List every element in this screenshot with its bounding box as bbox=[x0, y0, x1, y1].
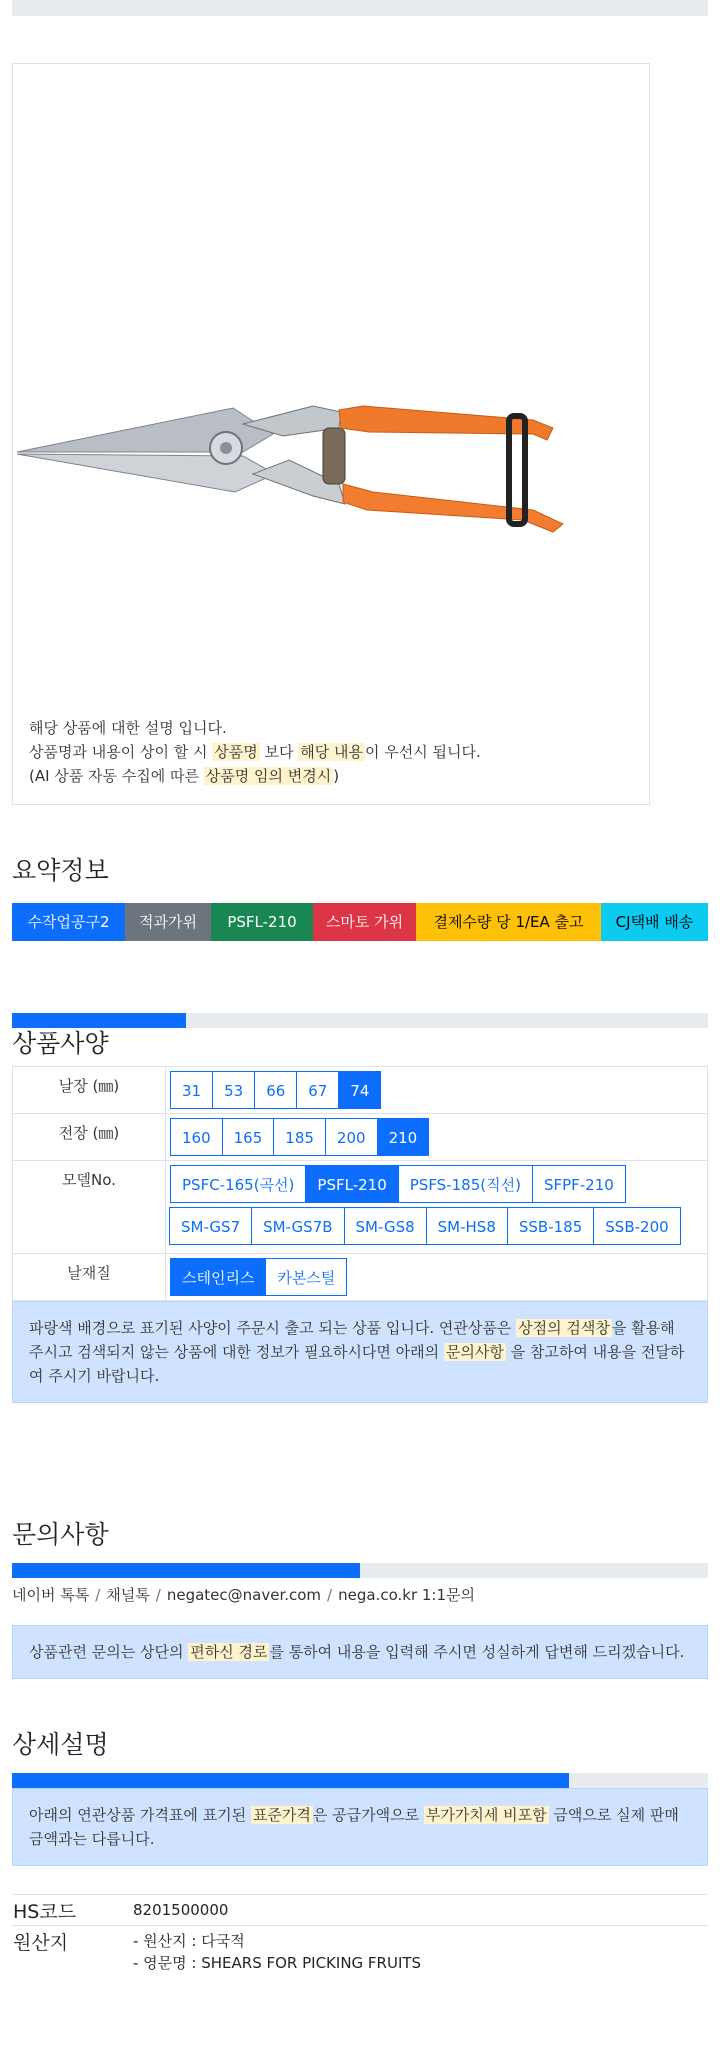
spec-title: 상품사양 bbox=[12, 1029, 109, 1058]
spec-option-button[interactable]: 53 bbox=[212, 1071, 255, 1109]
info-table bbox=[12, 1894, 708, 1975]
contact-link[interactable]: negatec@naver.com bbox=[166, 1586, 322, 1604]
detail-progress bbox=[12, 1773, 708, 1788]
spec-table bbox=[12, 1066, 708, 1301]
desc-text: 상품명과 내용이 상이 할 시 bbox=[29, 743, 213, 761]
spec-option-button[interactable]: PSFL-210 bbox=[305, 1165, 398, 1203]
progress-fill bbox=[12, 1563, 360, 1578]
spec-label: 날재질 bbox=[13, 1254, 166, 1301]
contact-list bbox=[12, 1584, 708, 1605]
spec-label: 날장 (㎜) bbox=[13, 1067, 166, 1114]
origin-label: 원산지 bbox=[12, 1926, 132, 1976]
desc-text: 보다 bbox=[259, 743, 299, 761]
spec-option-button[interactable]: PSFC-165(곡선) bbox=[170, 1165, 306, 1203]
inquiry-title: 문의사항 bbox=[12, 1520, 109, 1549]
highlight: 상품명 임의 변경시 bbox=[205, 767, 332, 785]
contact-link[interactable]: 네이버 톡톡 bbox=[12, 1586, 90, 1604]
notice-text: 금액으로 실제 판매금액과는 다릅니다. bbox=[29, 1806, 679, 1848]
desc-text: ) bbox=[333, 767, 340, 785]
spec-option-button[interactable]: 31 bbox=[170, 1071, 213, 1109]
spec-row bbox=[13, 1161, 708, 1254]
desc-line-3 bbox=[29, 764, 481, 788]
highlight: 상점의 검색창 bbox=[518, 1319, 610, 1337]
option-group bbox=[170, 1118, 703, 1156]
spec-progress bbox=[12, 1013, 708, 1028]
progress-fill bbox=[12, 1013, 186, 1028]
spec-option-button[interactable]: SSB-200 bbox=[593, 1207, 680, 1245]
spec-option-button[interactable]: 66 bbox=[254, 1071, 297, 1109]
desc-text: 이 우선시 됩니다. bbox=[364, 743, 481, 761]
spec-option-button[interactable]: SM-GS7B bbox=[251, 1207, 344, 1245]
summary-badge: 결제수량 당 1/EA 출고 bbox=[416, 903, 601, 941]
spec-row bbox=[13, 1254, 708, 1301]
notice-text: 를 통하여 내용을 입력해 주시면 성실하게 답변해 드리겠습니다. bbox=[269, 1643, 685, 1661]
origin-value bbox=[132, 1926, 708, 1976]
notice-text: 아래의 연관상품 가격표에 표기된 bbox=[29, 1806, 251, 1824]
spec-option-button[interactable]: 200 bbox=[325, 1118, 378, 1156]
option-group bbox=[170, 1165, 703, 1249]
desc-line-2 bbox=[29, 740, 481, 764]
origin-line-1: - 원산지 : 다국적 bbox=[133, 1932, 245, 1950]
spec-option-button[interactable]: 67 bbox=[296, 1071, 339, 1109]
info-row-hs bbox=[12, 1895, 708, 1926]
product-description bbox=[29, 716, 481, 788]
contact-link[interactable]: 채널톡 bbox=[106, 1586, 150, 1604]
desc-line-1: 해당 상품에 대한 설명 입니다. bbox=[29, 719, 227, 737]
spec-row bbox=[13, 1114, 708, 1161]
notice-text: 상품관련 문의는 상단의 bbox=[29, 1643, 189, 1661]
summary-badge: PSFL-210 bbox=[211, 903, 313, 941]
summary-badges bbox=[12, 903, 708, 941]
option-group bbox=[170, 1071, 703, 1109]
info-row-origin bbox=[12, 1926, 708, 1976]
contact-separator: / bbox=[327, 1586, 333, 1604]
spec-option-button[interactable]: 210 bbox=[377, 1118, 430, 1156]
spec-row bbox=[13, 1067, 708, 1114]
highlight: 해당 내용 bbox=[300, 743, 363, 761]
spec-option-button[interactable]: SM-HS8 bbox=[426, 1207, 508, 1245]
spec-option-button[interactable]: SFPF-210 bbox=[532, 1165, 626, 1203]
spec-options bbox=[166, 1161, 708, 1254]
highlight: 문의사항 bbox=[445, 1343, 504, 1361]
highlight: 표준가격 bbox=[252, 1806, 311, 1824]
notice-text: 파랑색 배경으로 표기된 사양이 주문시 출고 되는 상품 입니다. 연관상품은 bbox=[29, 1319, 517, 1337]
detail-notice bbox=[12, 1788, 708, 1866]
spec-label: 모델No. bbox=[13, 1161, 166, 1254]
highlight: 편하신 경로 bbox=[190, 1643, 268, 1661]
summary-badge: 적과가위 bbox=[125, 903, 211, 941]
highlight: 상품명 bbox=[214, 743, 258, 761]
spec-option-button[interactable]: PSFS-185(직선) bbox=[398, 1165, 533, 1203]
spec-label: 전장 (㎜) bbox=[13, 1114, 166, 1161]
contact-separator: / bbox=[155, 1586, 161, 1604]
spec-option-button[interactable]: SM-GS7 bbox=[169, 1207, 252, 1245]
progress-fill bbox=[12, 1773, 569, 1788]
spec-options bbox=[166, 1067, 708, 1114]
spec-options bbox=[166, 1114, 708, 1161]
hs-value: 8201500000 bbox=[132, 1895, 708, 1926]
spec-option-button[interactable]: 74 bbox=[338, 1071, 381, 1109]
notice-text: 을 활용해 주시고 검색되지 않는 상품에 대한 정보가 필요하시다면 아래의 bbox=[29, 1319, 675, 1361]
spec-options bbox=[166, 1254, 708, 1301]
spec-option-button[interactable]: 165 bbox=[222, 1118, 275, 1156]
spec-notice bbox=[12, 1301, 708, 1403]
spec-option-button[interactable]: SSB-185 bbox=[507, 1207, 594, 1245]
option-group bbox=[170, 1258, 703, 1296]
summary-title: 요약정보 bbox=[12, 856, 109, 885]
summary-badge: 스마토 가위 bbox=[313, 903, 416, 941]
contact-link[interactable]: nega.co.kr 1:1문의 bbox=[338, 1586, 475, 1604]
top-bar bbox=[12, 0, 708, 16]
notice-text: 을 참고하여 내용을 전달하여 주시기 바랍니다. bbox=[29, 1343, 685, 1385]
inquiry-progress bbox=[12, 1563, 708, 1578]
summary-badge: 수작업공구2 bbox=[12, 903, 125, 941]
spec-option-button[interactable]: SM-GS8 bbox=[344, 1207, 427, 1245]
spec-option-button[interactable]: 185 bbox=[273, 1118, 326, 1156]
spec-option-button[interactable]: 160 bbox=[170, 1118, 223, 1156]
spec-option-button[interactable]: 카본스틸 bbox=[265, 1258, 347, 1296]
hs-label: HS코드 bbox=[12, 1895, 132, 1926]
shears-image bbox=[13, 324, 613, 554]
detail-title: 상세설명 bbox=[12, 1730, 109, 1759]
inquiry-notice bbox=[12, 1625, 708, 1679]
desc-text: (AI 상품 자동 수집에 따른 bbox=[29, 767, 204, 785]
product-image-card bbox=[12, 63, 650, 805]
origin-line-2: - 영문명 : SHEARS FOR PICKING FRUITS bbox=[133, 1954, 422, 1972]
spec-option-button[interactable]: 스테인리스 bbox=[170, 1258, 266, 1296]
notice-text: 은 공급가액으로 bbox=[312, 1806, 424, 1824]
summary-badge: CJ택배 배송 bbox=[601, 903, 708, 941]
contact-separator: / bbox=[95, 1586, 101, 1604]
highlight: 부가가치세 비포함 bbox=[425, 1806, 547, 1824]
